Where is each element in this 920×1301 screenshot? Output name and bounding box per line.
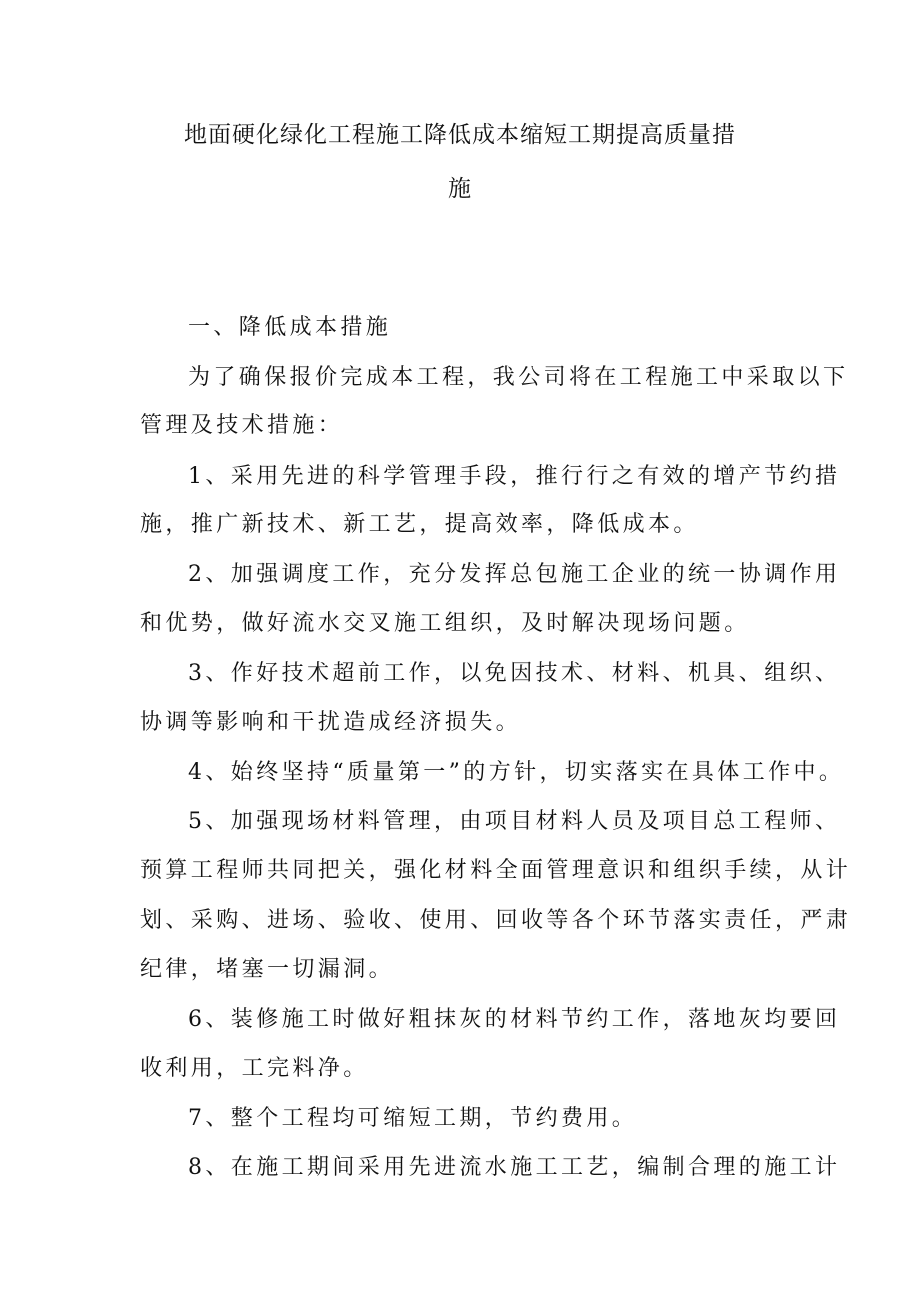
paragraph-line: 预算工程师共同把关，强化材料全面管理意识和组织手续，从计 <box>140 858 852 883</box>
paragraph-line: 8、在施工期间采用先进流水施工工艺，编制合理的施工计 <box>188 1155 841 1180</box>
document-title-line-1: 地面硬化绿化工程施工降低成本缩短工期提高质量措 <box>184 122 736 148</box>
paragraph-line: 5、加强现场材料管理，由项目材料人员及项目总工程师、 <box>188 809 841 834</box>
paragraph-line: 和优势，做好流水交叉施工组织，及时解决现场问题。 <box>140 611 750 636</box>
paragraph-line: 划、采购、进场、验收、使用、回收等各个环节落实责任，严肃 <box>140 908 852 933</box>
paragraph-line: 为了确保报价完成本工程，我公司将在工程施工中采取以下 <box>188 365 849 390</box>
section-heading: 一、降低成本措施 <box>188 315 392 340</box>
paragraph-line: 收利用，工完料净。 <box>140 1056 369 1081</box>
paragraph-line: 6、装修施工时做好粗抹灰的材料节约工作，落地灰均要回 <box>188 1007 841 1032</box>
paragraph-line: 1、采用先进的科学管理手段，推行行之有效的增产节约措 <box>188 464 841 489</box>
paragraph-line: 纪律，堵塞一切漏洞。 <box>140 957 395 982</box>
paragraph-line: 7、整个工程均可缩短工期，节约费用。 <box>188 1106 638 1131</box>
document-title-line-2: 施 <box>448 176 472 202</box>
paragraph-line: 管理及技术措施： <box>140 413 344 438</box>
paragraph-line: 3、作好技术超前工作，以免因技术、材料、机具、组织、 <box>188 661 841 686</box>
paragraph-line: 协调等影响和干扰造成经济损失。 <box>140 710 522 735</box>
paragraph-line: 2、加强调度工作，充分发挥总包施工企业的统一协调作用 <box>188 562 841 587</box>
paragraph-line: 4、始终坚持“质量第一”的方针，切实落实在具体工作中。 <box>188 760 845 785</box>
paragraph-line: 施，推广新技术、新工艺，提高效率，降低成本。 <box>140 512 699 537</box>
